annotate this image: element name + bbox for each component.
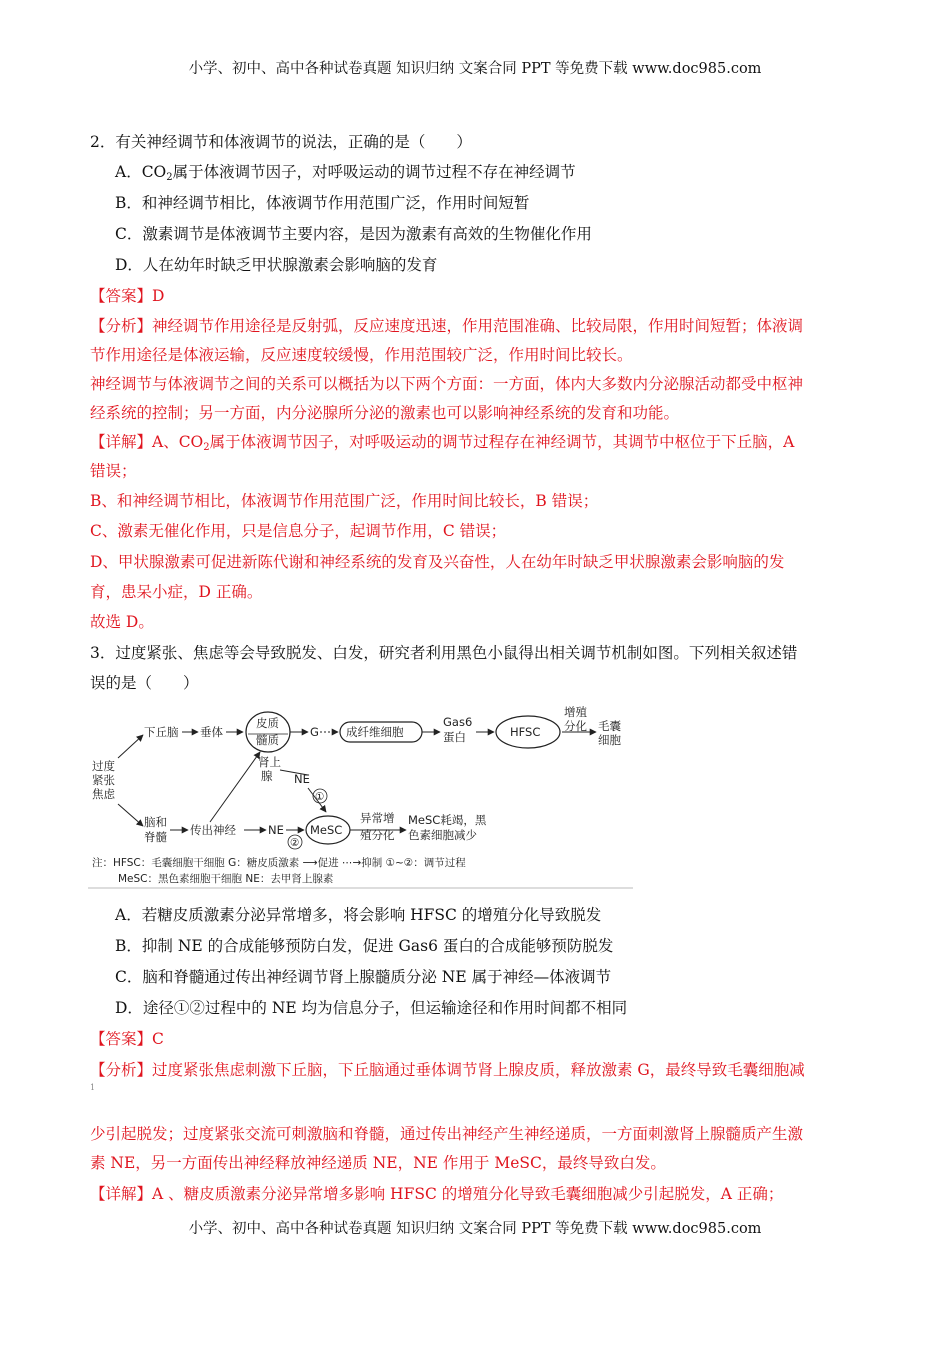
q3-option-b: B．抑制 NE 的合成能够预防白发，促进 Gas6 蛋白的合成能够预防脱发 — [115, 937, 614, 955]
q2-analysis-line: 节作用途径是体液运输，反应速度较缓慢，作用范围较广泛，作用时间比较长。 — [90, 346, 633, 364]
q3-analysis-line: 【分析】过度紧张焦虑刺激下丘脑，下丘脑通过垂体调节肾上腺皮质，释放激素 G，最终导致毛囊细胞减 — [90, 1061, 805, 1079]
q2-analysis-line: 经系统的控制；另一方面，内分泌腺所分泌的激素也可以影响神经系统的发育和功能。 — [90, 404, 680, 422]
ne-lower-label: NE — [268, 823, 284, 837]
q3-stem: 3．过度紧张、焦虑等会导致脱发、白发，研究者利用黑色小鼠得出相关调节机制如图。下列相关叙述错 — [90, 644, 798, 662]
mesc-label: MeSC — [310, 823, 343, 837]
stress-label: 焦虑 — [92, 787, 115, 801]
gas6-label: Gas6 — [443, 715, 473, 729]
q2-option-c: C．激素调节是体液调节主要内容，是因为激素有高效的生物催化作用 — [115, 225, 592, 243]
brain-label: 脑和 — [144, 815, 167, 829]
g-label: G — [310, 725, 319, 739]
mesc-result-label: MeSC耗竭，黑 — [408, 813, 487, 827]
fibroblast-label: 成纤维细胞 — [346, 725, 404, 739]
cortex-label: 皮质 — [256, 716, 279, 730]
proliferation-label: 增殖 — [564, 705, 587, 719]
q2-option-a: A．$CO_2$属于体液调节因子，对呼吸运动的调节过程不存在神经调节 — [115, 163, 576, 183]
regulation-diagram — [88, 700, 633, 890]
ne-upper-label: NE — [294, 772, 310, 786]
proliferation-label: 分化 — [564, 719, 587, 733]
hair-follicle-label: 细胞 — [598, 733, 621, 747]
q3-option-c: C．脑和脊髓通过传出神经调节肾上腺髓质分泌 NE 属于神经—体液调节 — [115, 968, 612, 986]
q2-option-b: B．和神经调节相比，体液调节作用范围广泛，作用时间短暂 — [115, 194, 530, 212]
adrenal-label: 腺 — [261, 769, 273, 783]
diagram-note: 注：HFSC：毛囊细胞干细胞 G：糖皮质激素 ⟶促进 ⋯→抑制 ①~②：调节过程 — [92, 857, 466, 869]
q2-analysis-line: 神经调节与体液调节之间的关系可以概括为以下两个方面：一方面，体内大多数内分泌腺活动都受中枢神 — [90, 375, 804, 393]
q2-detail-line: 育，患呆小症，D 正确。 — [90, 583, 263, 601]
stress-label: 紧张 — [92, 773, 115, 787]
q3-stem: 误的是（ ） — [90, 674, 199, 692]
q3-analysis-line: 素 NE，另一方面传出神经释放神经递质 NE，NE 作用于 MeSC，最终导致白发。 — [90, 1154, 666, 1172]
page-footer: 小学、初中、高中各种试卷真题 知识归纳 文案合同 PPT 等免费下载 www.doc985.com — [188, 1221, 762, 1237]
q2-analysis-line: 【分析】神经调节作用途径是反射弧，反应速度迅速，作用范围准确、比较局限，作用时间短暂；体液调 — [90, 317, 804, 335]
hair-follicle-label: 毛囊 — [598, 719, 621, 733]
path-1-marker: ① — [315, 791, 325, 803]
q3-analysis-line: 少引起脱发；过度紧张交流可刺激脑和脊髓，通过传出神经产生神经递质，一方面刺激肾上腺髓质产生激 — [90, 1125, 804, 1143]
q2-answer: 【答案】D — [90, 287, 165, 305]
brain-label: 脊髓 — [144, 830, 167, 844]
q2-choose: 故选 D。 — [90, 613, 154, 631]
q2-detail-line: 【详解】A、$CO_2$属于体液调节因子，对呼吸运动的调节过程存在神经调节，其调节中枢位于下丘脑，A — [90, 433, 795, 453]
hypothalamus-label: 下丘脑 — [144, 725, 179, 739]
q3-answer: 【答案】C — [90, 1030, 164, 1048]
efferent-nerve-label: 传出神经 — [190, 823, 236, 837]
q2-detail-line: 错误； — [90, 462, 137, 480]
hfsc-label: HFSC — [510, 725, 541, 739]
q2-detail-line: B、和神经调节相比，体液调节作用范围广泛，作用时间比较长，B 错误； — [90, 492, 599, 510]
pituitary-label: 垂体 — [200, 725, 223, 739]
q2-detail-line: C、激素无催化作用，只是信息分子，起调节作用，C 错误； — [90, 522, 507, 540]
page-header: 小学、初中、高中各种试卷真题 知识归纳 文案合同 PPT 等免费下载 www.doc985.com — [188, 61, 762, 77]
page-mark: 1 — [90, 1083, 96, 1092]
diagram-note: MeSC：黑色素细胞干细胞 NE：去甲肾上腺素 — [118, 873, 334, 885]
adrenal-label: 肾上 — [258, 755, 281, 769]
path-2-marker: ② — [290, 837, 300, 849]
stress-label: 过度 — [92, 759, 115, 773]
q3-option-a: A．若糖皮质激素分泌异常增多，将会影响 HFSC 的增殖分化导致脱发 — [115, 906, 602, 924]
abnormal-label: 殖分化 — [360, 828, 395, 842]
gas6-label: 蛋白 — [443, 730, 466, 744]
q2-option-d: D．人在幼年时缺乏甲状腺激素会影响脑的发育 — [115, 256, 438, 274]
mesc-result-label: 色素细胞减少 — [408, 828, 477, 842]
q3-option-d: D．途径①②过程中的 NE 均为信息分子，但运输途径和作用时间都不相同 — [115, 999, 628, 1017]
q2-stem: 2．有关神经调节和体液调节的说法，正确的是（ ） — [90, 133, 472, 151]
abnormal-label: 异常增 — [360, 811, 395, 825]
medulla-label: 髓质 — [256, 733, 279, 747]
q3-detail-line: 【详解】A 、糖皮质激素分泌异常增多影响 HFSC 的增殖分化导致毛囊细胞减少引起脱发，A 正确； — [90, 1185, 784, 1203]
q2-detail-line: D、甲状腺激素可促进新陈代谢和神经系统的发育及兴奋性，人在幼年时缺乏甲状腺激素会影响脑的发 — [90, 553, 785, 571]
